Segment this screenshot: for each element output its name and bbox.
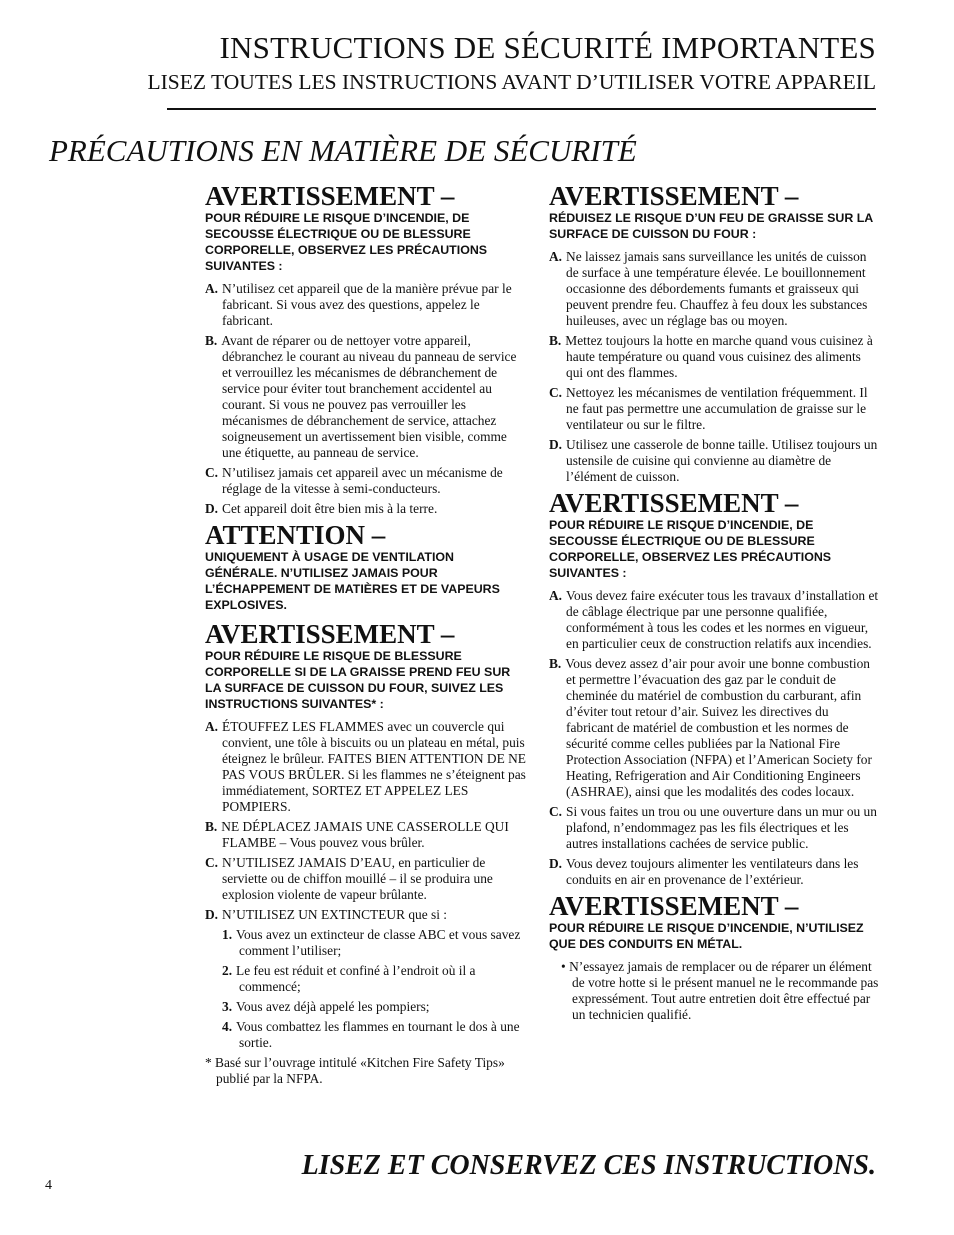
item-text: N’utilisez jamais cet appareil avec un mécanisme de réglage de la vitesse à semi-conducteurs. [222, 465, 503, 496]
footnote: * Basé sur l’ouvrage intitulé «Kitchen Fire Safety Tips» publié par la NFPA. [205, 1055, 505, 1086]
header-title: INSTRUCTIONS DE SÉCURITÉ IMPORTANTES [219, 30, 876, 65]
warning-title: AVERTISSEMENT – [549, 488, 799, 518]
sub-list-item [222, 927, 527, 959]
bullet-icon: • [561, 959, 566, 974]
warning-list [205, 281, 527, 517]
warning-list [205, 719, 527, 1051]
list-item [205, 501, 527, 517]
item-text: Nettoyez les mécanismes de ventilation fréquemment. Il ne faut pas permettre une accumulation de graisse sur le ventilateur ou sur le filtre. [566, 385, 868, 432]
warning-subtitle: RÉDUISEZ LE RISQUE D’UN FEU DE GRAISSE SUR LA SURFACE DE CUISSON DU FOUR : [549, 211, 873, 241]
sub-list [222, 927, 527, 1051]
attention-title: ATTENTION – [205, 520, 386, 550]
item-letter: B. [549, 656, 562, 671]
left-column [205, 182, 527, 1091]
item-letter: D. [205, 907, 219, 922]
list-item [549, 588, 879, 652]
item-letter: A. [549, 588, 563, 603]
sub-list-item [222, 999, 527, 1015]
warning-title: AVERTISSEMENT – [549, 891, 799, 921]
warning-title: AVERTISSEMENT – [549, 181, 799, 211]
right-warning-1 [549, 182, 879, 485]
left-attention [205, 521, 527, 613]
right-warning-3 [549, 892, 879, 1023]
list-item [549, 249, 879, 329]
item-text: Vous avez déjà appelé les pompiers; [236, 999, 430, 1014]
item-text: ÉTOUFFEZ LES FLAMMES avec un couvercle qui convient, une tôle à biscuits ou un plateau en métal, puis éteignez le brûleur. FAITES BIEN ATTENTION DE NE PAS VOUS BRÛLER. Si les flammes ne s’éteignent pas immédiatement, SORTEZ ET APPELEZ LES POMPIERS. [222, 719, 526, 814]
item-letter: C. [549, 385, 563, 400]
item-letter: D. [549, 856, 563, 871]
page-number: 4 [45, 1178, 52, 1193]
left-warning-1 [205, 182, 527, 517]
item-text: Vous devez assez d’air pour avoir une bonne combustion et permettre l’évacuation des gaz par le conduit de cheminée du matériel de combustion du carburant, afin d’éviter tout retour d’air. Suivez les directives du fabricant de matériel de combustion et les normes de sécurité comme celles publiées par la National Fire Protection Association (NFPA) et l’American Society for Heating, Refrigeration and Air Conditioning Engineers (ASHRAE), ainsi que les modalités des codes locaux. [565, 656, 872, 799]
list-item [205, 819, 527, 851]
item-letter: C. [205, 465, 219, 480]
item-letter: C. [549, 804, 563, 819]
list-item [549, 333, 879, 381]
item-number: 4. [222, 1019, 233, 1034]
list-item [205, 333, 527, 461]
item-letter: D. [549, 437, 563, 452]
warning-subtitle: POUR RÉDUIRE LE RISQUE D’INCENDIE, N’UTILISEZ QUE DES CONDUITS EN MÉTAL. [549, 921, 864, 951]
item-text: N’UTILISEZ UN EXTINCTEUR que si : [222, 907, 448, 922]
item-text: Avant de réparer ou de nettoyer votre appareil, débranchez le courant au niveau du panneau de service et verrouillez les mécanismes de débranchement de service pour éviter tout branchement accidentel au courant. Si vous ne pouvez pas verrouiller les mécanismes de débranchement de service, attachez soigneusement un avertissement bien visible, comme une étiquette, au panneau de service. [221, 333, 517, 460]
attention-subtitle: UNIQUEMENT À USAGE DE VENTILATION GÉNÉRALE. N’UTILISEZ JAMAIS POUR L’ÉCHAPPEMENT DE MATIÈRES ET DE VAPEURS EXPLOSIVES. [205, 550, 500, 612]
list-item [549, 656, 879, 800]
item-text: Mettez toujours la hotte en marche quand vous cuisinez à haute température ou quand vous cuisinez des aliments qui ont des flammes. [565, 333, 873, 380]
list-item [205, 465, 527, 497]
sub-list-item [222, 1019, 527, 1051]
item-text: Vous avez un extincteur de classe ABC et vous savez comment l’utiliser; [236, 927, 521, 958]
warning-title: AVERTISSEMENT – [205, 619, 455, 649]
warning-subtitle: POUR RÉDUIRE LE RISQUE DE BLESSURE CORPORELLE SI DE LA GRAISSE PREND FEU SUR LA SURFACE DE CUISSON DU FOUR, SUIVEZ LES INSTRUCTIONS SUIVANTES* : [205, 649, 511, 711]
warning-title: AVERTISSEMENT – [205, 181, 455, 211]
item-number: 3. [222, 999, 233, 1014]
item-text: Vous combattez les flammes en tournant le dos à une sortie. [236, 1019, 520, 1050]
right-column [549, 182, 879, 1027]
item-letter: A. [205, 281, 219, 296]
item-letter: B. [205, 819, 218, 834]
list-item [205, 855, 527, 903]
warning-subtitle: POUR RÉDUIRE LE RISQUE D’INCENDIE, DE SECOUSSE ÉLECTRIQUE OU DE BLESSURE CORPORELLE, OBSERVEZ LES PRÉCAUTIONS SUIVANTES : [549, 518, 832, 580]
bullet-item [555, 959, 879, 1023]
item-letter: B. [205, 333, 218, 348]
item-text: Le feu est réduit et confiné à l’endroit où il a commencé; [236, 963, 476, 994]
list-item [549, 856, 879, 888]
right-warning-2 [549, 489, 879, 888]
item-text: N’utilisez cet appareil que de la manière prévue par le fabricant. Si vous avez des questions, appelez le fabricant. [222, 281, 512, 328]
sub-list-item [222, 963, 527, 995]
item-text: Ne laissez jamais sans surveillance les unités de cuisson de surface à une température élevée. Le bouillonnement occasionne des débordements fumants et graisseux qui peuvent prendre feu. Chauffez à feu doux les substances huileuses, avec un réglage bas ou moyen. [566, 249, 868, 328]
header-rule [167, 108, 876, 110]
page-heading: PRÉCAUTIONS EN MATIÈRE DE SÉCURITÉ [49, 133, 637, 168]
item-text: Utilisez une casserole de bonne taille. Utilisez toujours un ustensile de cuisine qui convienne au diamètre de l’élément de cuisson. [566, 437, 878, 484]
warning-list [549, 588, 879, 888]
item-text: N’essayez jamais de remplacer ou de réparer un élément de votre hotte si le présent manuel ne le recommande pas expressément. Tout autre entretien doit être effectué par un technicien qualifié. [569, 959, 879, 1022]
item-number: 1. [222, 927, 233, 942]
item-number: 2. [222, 963, 233, 978]
list-item [205, 907, 527, 1051]
list-item [205, 281, 527, 329]
item-text: Vous devez toujours alimenter les ventilateurs dans les conduits en air en provenance de l’extérieur. [566, 856, 859, 887]
footer-instruction: LISEZ ET CONSERVEZ CES INSTRUCTIONS. [301, 1150, 876, 1181]
item-letter: C. [205, 855, 219, 870]
item-text: N’UTILISEZ JAMAIS D’EAU, en particulier de serviette ou de chiffon mouillé – il se produira une explosion violente de vapeur brûlante. [222, 855, 493, 902]
left-warning-2 [205, 620, 527, 1087]
item-text: NE DÉPLACEZ JAMAIS UNE CASSEROLLE QUI FLAMBE – Vous pouvez vous brûler. [221, 819, 509, 850]
list-item [549, 804, 879, 852]
warning-subtitle: POUR RÉDUIRE LE RISQUE D’INCENDIE, DE SECOUSSE ÉLECTRIQUE OU DE BLESSURE CORPORELLE, OBSERVEZ LES PRÉCAUTIONS SUIVANTES : [205, 211, 488, 273]
item-letter: B. [549, 333, 562, 348]
header-subtitle: LISEZ TOUTES LES INSTRUCTIONS AVANT D’UTILISER VOTRE APPAREIL [147, 70, 876, 94]
list-item [549, 437, 879, 485]
item-letter: A. [549, 249, 563, 264]
item-text: Cet appareil doit être bien mis à la terre. [222, 501, 438, 516]
list-item [205, 719, 527, 815]
list-item [549, 385, 879, 433]
item-text: Vous devez faire exécuter tous les travaux d’installation et de câblage électrique par une personne qualifiée, conformément à tous les codes et les normes en vigueur, en particulier ceux de construction relatifs aux incendies. [566, 588, 879, 651]
warning-list [549, 249, 879, 485]
item-text: Si vous faites un trou ou une ouverture dans un mur ou un plafond, n’endommagez pas les fils électriques et les autres installations cachées de service public. [566, 804, 877, 851]
item-letter: D. [205, 501, 219, 516]
item-letter: A. [205, 719, 219, 734]
